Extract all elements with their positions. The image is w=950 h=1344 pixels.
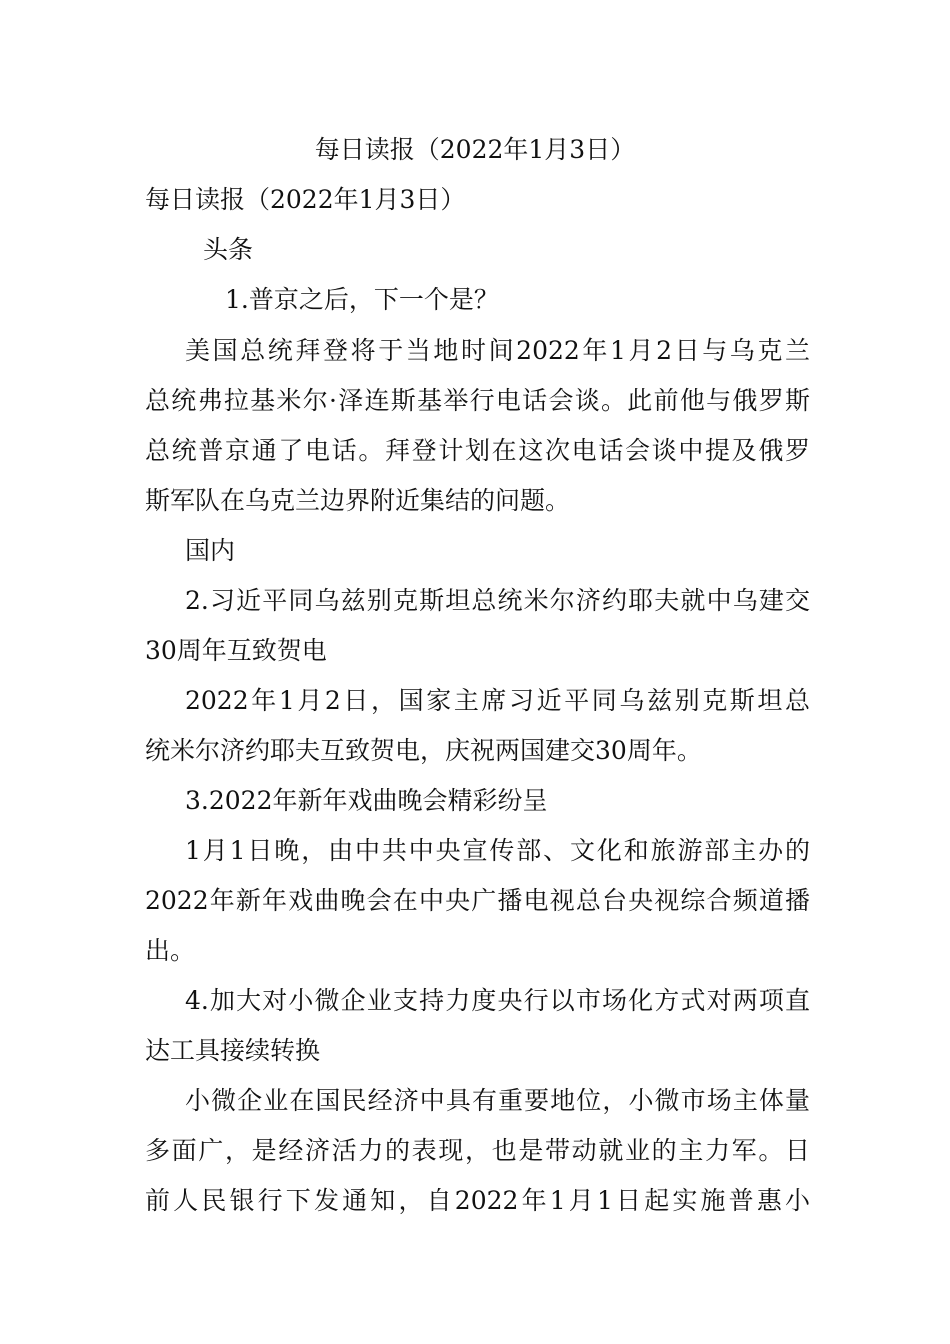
item4-body-line: 前人民银行下发通知，自2022年1月1日起实施普惠小 [145, 1186, 810, 1215]
item1-body-line: 斯军队在乌克兰边界附近集结的问题。 [145, 486, 571, 515]
section-headline: 头条 [203, 235, 254, 264]
item4-body-line: 多面广，是经济活力的表现，也是带动就业的主力军。日 [145, 1136, 810, 1165]
item1-title: 1.普京之后，下一个是？ [225, 285, 499, 314]
item2-title-line: 30周年互致贺电 [145, 636, 327, 665]
item1-body-line: 美国总统拜登将于当地时间2022年1月2日与乌克兰 [185, 336, 810, 365]
item1-body-line: 总统普京通了电话。拜登计划在这次电话会谈中提及俄罗 [145, 436, 810, 465]
item4-title-line: 4.加大对小微企业支持力度央行以市场化方式对两项直 [185, 986, 810, 1015]
item3-body-line: 出。 [145, 936, 196, 965]
item2-body-line: 统米尔济约耶夫互致贺电，庆祝两国建交30周年。 [145, 736, 702, 765]
item3-body-line: 2022年新年戏曲晚会在中央广播电视总台央视综合频道播 [145, 886, 810, 915]
item3-body-line: 1月1日晚，由中共中央宣传部、文化和旅游部主办的 [185, 836, 810, 865]
item4-title-line: 达工具接续转换 [145, 1036, 321, 1065]
page-subtitle: 每日读报（2022年1月3日） [145, 185, 466, 214]
item2-body-line: 2022年1月2日，国家主席习近平同乌兹别克斯坦总 [185, 686, 810, 715]
item3-title: 3.2022年新年戏曲晚会精彩纷呈 [185, 786, 548, 815]
item2-title-line: 2.习近平同乌兹别克斯坦总统米尔济约耶夫就中乌建交 [185, 586, 810, 615]
section-domestic: 国内 [185, 536, 236, 565]
item4-body-line: 小微企业在国民经济中具有重要地位，小微市场主体量 [185, 1086, 810, 1115]
page-title: 每日读报（2022年1月3日） [314, 135, 636, 164]
item1-body-line: 总统弗拉基米尔·泽连斯基举行电话会谈。此前他与俄罗斯 [145, 386, 810, 415]
